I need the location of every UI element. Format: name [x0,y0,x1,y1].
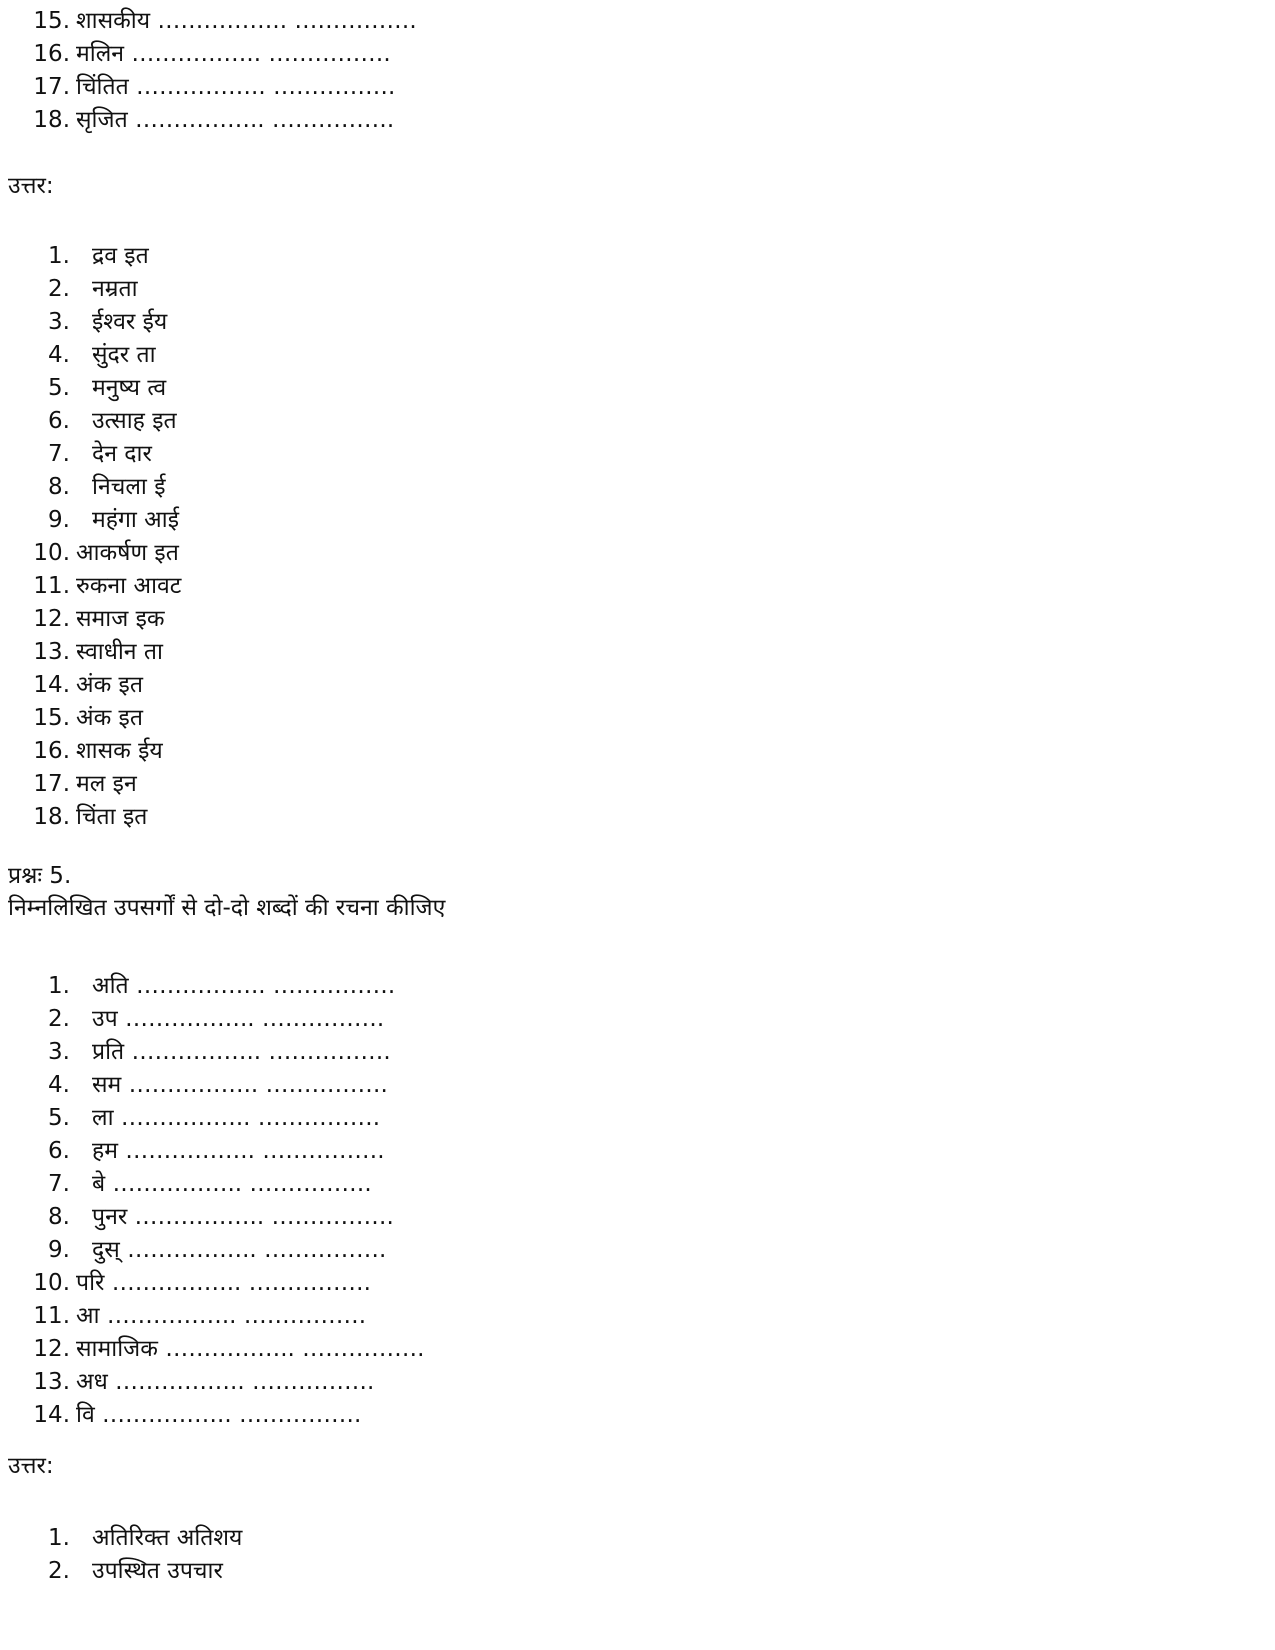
top-exercise-list [32,5,417,137]
list-item: 10. आकर्षण इत [33,540,179,566]
list-item: 5. ला …………….. ……………. [48,1105,381,1131]
list-item: 2. उप …………….. ……………. [48,1006,385,1032]
answer-label: उत्तर: [8,1453,54,1479]
list-item: 5. मनुष्य त्व [48,375,167,401]
question-list [32,970,424,1432]
list-item: 15. अंक इत [33,705,143,731]
list-item: 1. अति …………….. ……………. [48,973,396,999]
list-item: 17. मल इन [33,771,137,797]
list-item: 14. अंक इत [33,672,143,698]
list-item: 8. निचला ई [48,474,166,500]
list-item: 16. मलिन …………….. ……………. [33,41,391,67]
list-item: 8. पुनर …………….. ……………. [48,1204,394,1230]
list-item: 11. रुकना आवट [33,573,182,599]
list-item: 4. सम …………….. ……………. [48,1072,388,1098]
list-item: 6. हम …………….. ……………. [48,1138,385,1164]
answer-list [32,240,181,834]
answer-label: उत्तर: [8,173,54,199]
list-item: 2. नम्रता [48,276,138,302]
list-item: 18. चिंता इत [33,804,148,830]
list-item: 17. चिंतित …………….. ……………. [33,74,396,100]
list-item: 1. अतिरिक्त अतिशय [48,1525,243,1551]
list-item: 12. समाज इक [33,606,165,632]
list-item: 6. उत्साह इत [48,408,177,434]
list-item: 3. ईश्वर ईय [48,309,168,335]
list-item: 3. प्रति …………….. ……………. [48,1039,391,1065]
list-item: 7. बे …………….. ……………. [48,1171,372,1197]
list-item: 10. परि …………….. ……………. [33,1270,371,1296]
list-item: 14. वि …………….. ……………. [33,1402,362,1428]
list-item: 4. सुंदर ता [48,342,156,368]
list-item: 18. सृजित …………….. ……………. [33,107,395,133]
list-item: 7. देन दार [48,441,152,467]
list-item: 9. दुस् …………….. ……………. [48,1237,387,1263]
list-item: 13. स्वाधीन ता [33,639,163,665]
question-label: प्रश्नः 5. [8,863,72,889]
list-item: 11. आ …………….. ……………. [33,1303,367,1329]
list-item: 9. महंगा आई [48,507,179,533]
answer-list [32,1522,242,1588]
list-item: 12. सामाजिक …………….. ……………. [33,1336,425,1362]
list-item: 16. शासक ईय [33,738,163,764]
list-item: 2. उपस्थित उपचार [48,1558,223,1584]
list-item: 13. अध …………….. ……………. [33,1369,375,1395]
question-prompt: निम्नलिखित उपसर्गों से दो-दो शब्दों की रचना कीजिए [8,895,446,921]
list-item: 1. द्रव इत [48,243,149,269]
list-item: 15. शासकीय …………….. ……………. [33,8,417,34]
